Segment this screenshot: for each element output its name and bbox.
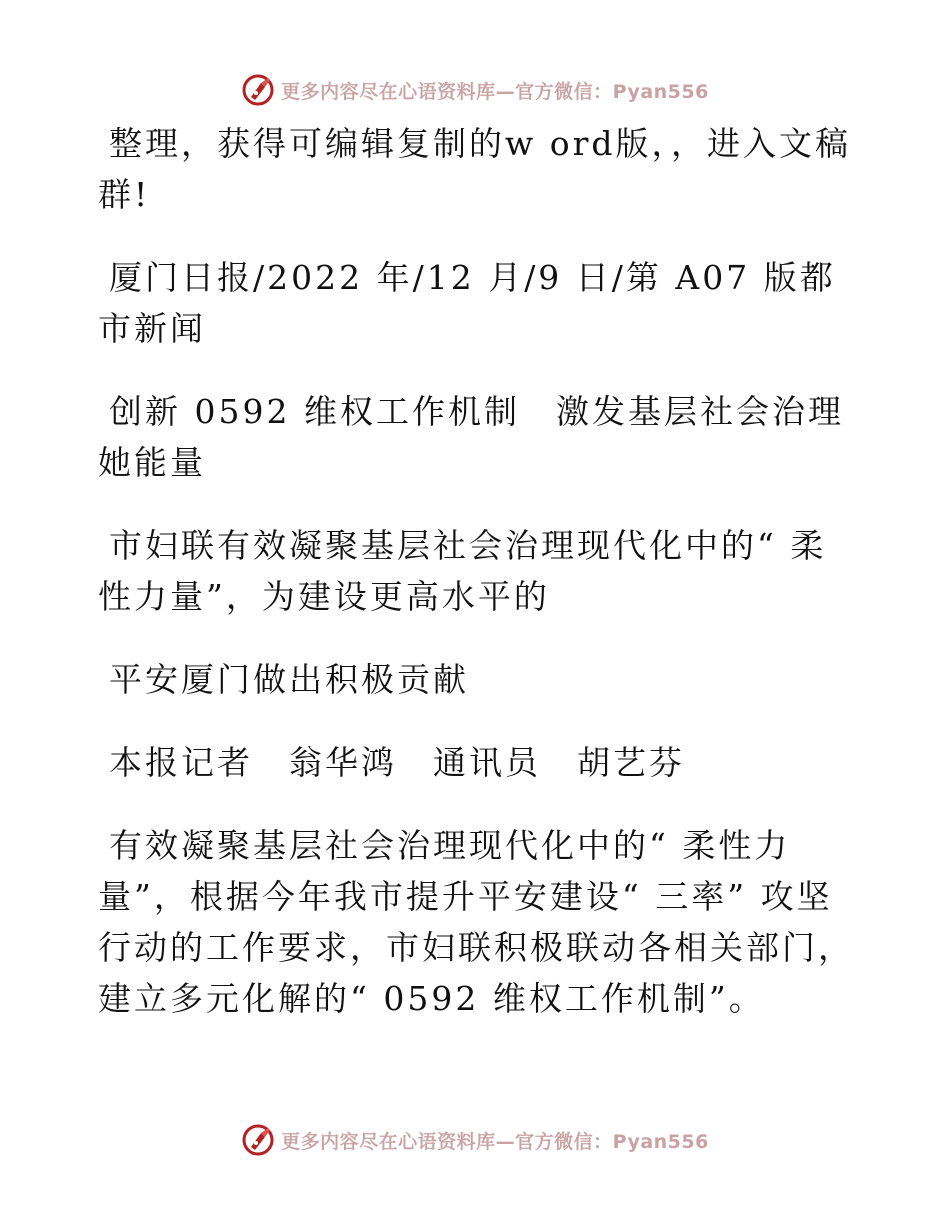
watermark-brand-text: 更多内容尽在心语资料库 (281, 1130, 496, 1153)
paragraph-byline: 本报记者 翁华鸿 通讯员 胡艺芬 (109, 743, 685, 782)
watermark-wechat-label: 官方微信： (515, 1130, 613, 1153)
watermark-brand-text: 更多内容尽在心语资料库 (281, 80, 496, 103)
watermark-separator: — (495, 80, 516, 103)
watermark-wechat-id: Pyan556 (612, 80, 709, 103)
paragraph-headline: 创新 0592 维权工作机制 激发基层社会治理她能量 (98, 392, 844, 482)
footer-watermark (0, 1120, 950, 1160)
paragraph-subheadline: 市妇联有效凝聚基层社会治理现代化中的“ 柔性力量”，为建设更高水平的 (98, 526, 827, 616)
pen-nib-logo-icon (241, 1123, 275, 1157)
paragraph-notice: 整理，获得可编辑复制的w ord版，，进入文稿群! (98, 124, 852, 214)
watermark-wechat-label: 官方微信： (515, 80, 613, 103)
watermark-wechat-id: Pyan556 (612, 1130, 709, 1153)
header-watermark (0, 70, 950, 110)
paragraph-source-line: 厦门日报/2022 年/12 月/9 日/第 A07 版都市新闻 (98, 258, 836, 348)
paragraph-subheadline-continued: 平安厦门做出积极贡献 (109, 660, 469, 699)
document-body (98, 118, 858, 1056)
pen-nib-logo-icon (241, 73, 275, 107)
paragraph-body: 有效凝聚基层社会治理现代化中的“ 柔性力量”，根据今年我市提升平安建设“ 三率” 攻坚行动的工作要求，市妇联积极联动各相关部门，建立多元化解的“ 0592 维权工作机制”。 (98, 826, 854, 1018)
watermark-separator: — (495, 1130, 516, 1153)
